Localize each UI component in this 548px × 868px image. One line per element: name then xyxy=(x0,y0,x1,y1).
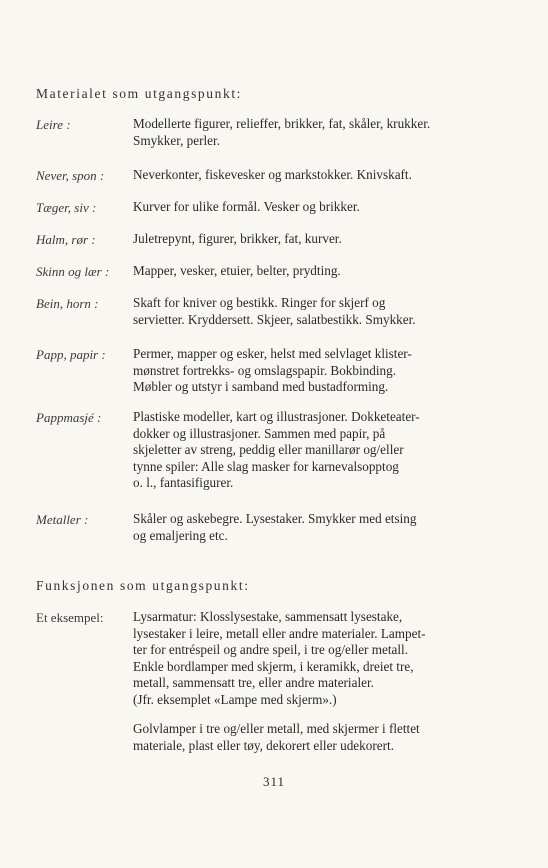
term-halm: Halm, rør : xyxy=(36,232,96,247)
definition-line: mønstret fortrekks- og omslagspapir. Bokbinding. xyxy=(133,362,396,378)
definition-pappmasje xyxy=(133,409,463,492)
term-example: Et eksempel: xyxy=(36,610,104,625)
definition-taeger xyxy=(133,199,463,216)
definition-line: materiale, plast eller tøy, dekorert eller udekorert. xyxy=(133,737,394,753)
definition-line: skjeletter av streng, peddig eller manillarør og/eller xyxy=(133,442,404,458)
term-metaller: Metaller : xyxy=(36,512,89,527)
definition-line: Enkle bordlamper med skjerm, i keramikk, dreiet tre, xyxy=(133,658,414,674)
term-taeger: Tæger, siv : xyxy=(36,200,97,215)
term-pappmasje: Pappmasjé : xyxy=(36,410,102,425)
definition-halm xyxy=(133,231,463,248)
term-skinn: Skinn og lær : xyxy=(36,264,110,279)
definition-example-para1 xyxy=(133,609,463,709)
definition-line: dokker og illustrasjoner. Sammen med papir, på xyxy=(133,425,386,441)
definition-line: tynne spiler: Alle slag masker for karnevalsopptog xyxy=(133,458,399,474)
definition-line: Permer, mapper og esker, helst med selvlaget klister- xyxy=(133,346,412,361)
definition-skinn xyxy=(133,263,463,280)
definition-line: Smykker, perler. xyxy=(133,132,220,148)
definition-line: Juletrepynt, figurer, brikker, fat, kurver. xyxy=(133,231,342,246)
definition-line: Neverkonter, fiskevesker og markstokker. Knivskaft. xyxy=(133,167,412,182)
definition-line: metall, sammensatt tre, eller andre materialer. xyxy=(133,675,374,691)
term-papp: Papp, papir : xyxy=(36,347,106,362)
definition-never xyxy=(133,167,463,184)
definition-line: Skaft for kniver og bestikk. Ringer for skjerf og xyxy=(133,295,386,310)
term-never: Never, spon : xyxy=(36,168,105,183)
definition-line: Plastiske modeller, kart og illustrasjoner. Dokketeater- xyxy=(133,409,420,424)
definition-metaller xyxy=(133,511,463,544)
definition-line: Møbler og utstyr i samband med bustadforming. xyxy=(133,379,389,395)
definition-line: Golvlamper i tre og/eller metall, med skjermer i flettet xyxy=(133,721,420,736)
definition-line: servietter. Kryddersett. Skjeer, salatbestikk. Smykker. xyxy=(133,311,416,327)
definition-line: Modellerte figurer, relieffer, brikker, fat, skåler, krukker. xyxy=(133,116,431,131)
section-heading-function: Funksjonen som utgangspunkt: xyxy=(36,578,250,593)
definition-line: lysestaker i leire, metall eller andre materialer. Lampet- xyxy=(133,625,426,641)
definition-line: og emaljering etc. xyxy=(133,527,228,543)
definition-line: Kurver for ulike formål. Vesker og brikker. xyxy=(133,199,360,214)
section-heading-material: Materialet som utgangspunkt: xyxy=(36,86,243,101)
term-leire: Leire : xyxy=(36,117,71,132)
definition-leire xyxy=(133,116,463,149)
definition-line: (Jfr. eksemplet «Lampe med skjerm».) xyxy=(133,691,337,707)
definition-line: Mapper, vesker, etuier, belter, prydting. xyxy=(133,263,341,278)
definition-line: Skåler og askebegre. Lysestaker. Smykker med etsing xyxy=(133,511,417,526)
term-bein: Bein, horn : xyxy=(36,296,99,311)
definition-example-para2 xyxy=(133,721,463,754)
definition-line: ter for entréspeil og andre speil, i tre og/eller metall. xyxy=(133,642,408,658)
definition-papp xyxy=(133,346,463,396)
page-number: 311 xyxy=(262,774,286,789)
definition-bein xyxy=(133,295,463,328)
definition-line: Lysarmatur: Klosslysestake, sammensatt lysestake, xyxy=(133,609,403,624)
definition-line: o. l., fantasifigurer. xyxy=(133,475,234,491)
